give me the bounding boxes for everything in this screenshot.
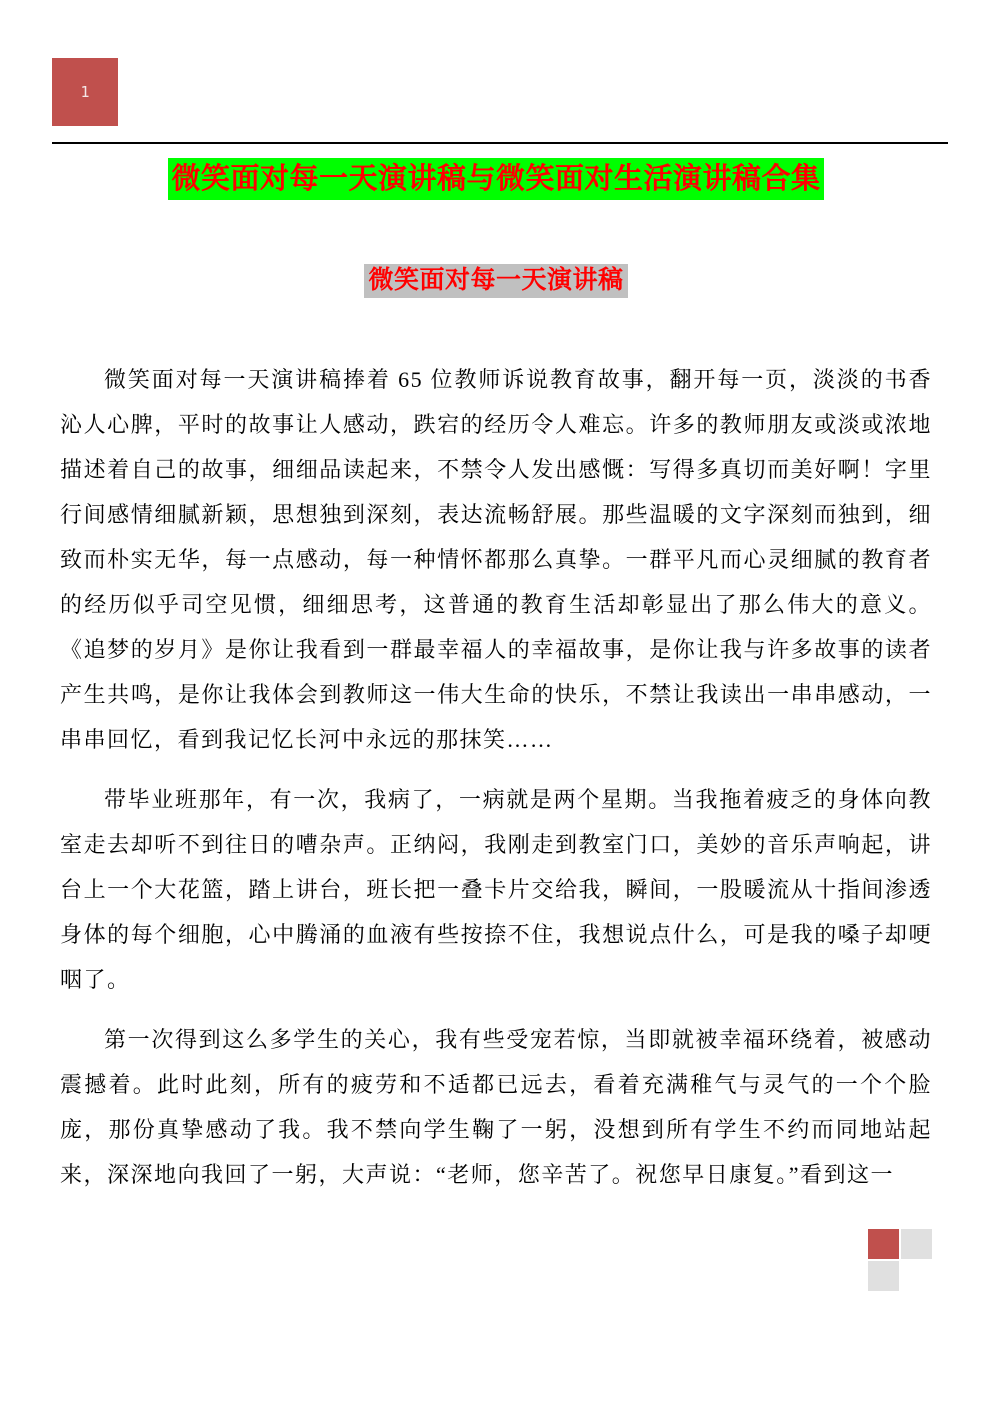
body-paragraph-2: 带毕业班那年，有一次，我病了，一病就是两个星期。当我拖着疲乏的身体向教室走去却听不到往日的嘈杂声。正纳闷，我刚走到教室门口，美妙的音乐声响起，讲台上一个大花篮，踏上讲台，班长把一叠卡片交给我，瞬间，一股暖流从十指间渗透身体的每个细胞，心中腾涌的血液有些按捺不住，我想说点什么，可是我的嗓子却哽咽了。: [60, 787, 932, 992]
header-divider: [52, 142, 948, 144]
body-paragraph-1: 微笑面对每一天演讲稿捧着 65 位教师诉说教育故事，翻开每一页，淡淡的书香沁人心脾，平时的故事让人感动，跌宕的经历令人难忘。许多的教师朋友或淡或浓地描述着自己的故事，细细品读起来，不禁令人发出感慨：写得多真切而美好啊！字里行间感情细腻新颖，思想独到深刻，表达流畅舒展。那些温暖的文字深刻而独到，细致而朴实无华，每一点感动，每一种情怀都那么真挚。一群平凡而心灵细腻的教育者的经历似乎司空见惯，细细思考，这普通的教育生活却彰显出了那么伟大的意义。《追梦的岁月》是你让我看到一群最幸福人的幸福故事，是你让我与许多故事的读者产生共鸣，是你让我体会到教师这一伟大生命的快乐，不禁让我读出一串串感动，一串串回忆，看到我记忆长河中永远的那抹笑……: [60, 367, 932, 752]
decoration-square-red: [868, 1229, 899, 1259]
decoration-square-gray-below: [868, 1261, 899, 1291]
subtitle-row: [0, 264, 992, 298]
body-paragraph-3: 第一次得到这么多学生的关心，我有些受宠若惊，当即就被幸福环绕着，被感动震撼着。此时此刻，所有的疲劳和不适都已远去，看着充满稚气与灵气的一个个脸庞，那份真挚感动了我。我不禁向学生鞠了一躬，没想到所有学生不约而同地站起来，深深地向我回了一躬，大声说：“老师，您辛苦了。祝您早日康复。”看到这一: [60, 1027, 932, 1187]
corner-decoration: [868, 1229, 934, 1293]
title-row: [0, 158, 992, 200]
document-body: [60, 357, 932, 1212]
decoration-square-gray-right: [901, 1229, 932, 1259]
document-title: 微笑面对每一天演讲稿与微笑面对生活演讲稿合集: [168, 158, 823, 200]
section-subtitle: 微笑面对每一天演讲稿: [364, 264, 627, 298]
page-number-badge: 1: [52, 58, 118, 126]
